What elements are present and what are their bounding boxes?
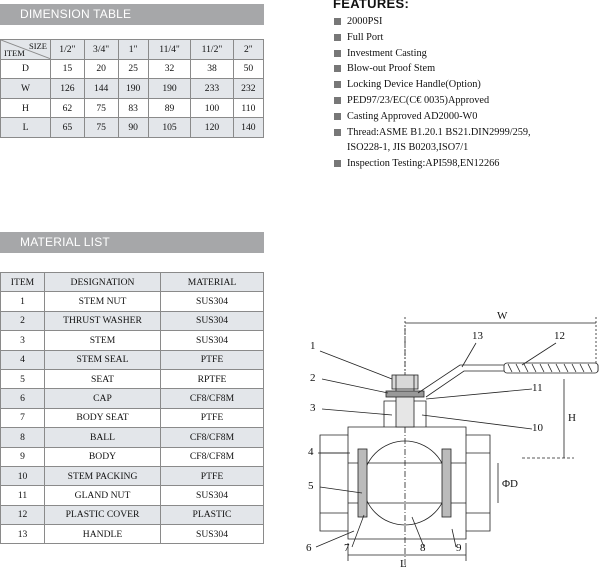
feature-text: Inspection Testing:API598,EN12266: [347, 158, 500, 170]
dim-h-label: H: [568, 412, 576, 424]
callout-4: 4: [308, 446, 314, 458]
dimension-value: 62: [51, 98, 85, 118]
dimension-item: D: [1, 59, 51, 79]
dimension-value: 65: [51, 118, 85, 138]
corner-size-label: SIZE: [29, 41, 47, 51]
material-designation: GLAND NUT: [45, 486, 161, 505]
callout-13: 13: [472, 330, 483, 342]
item-header: ITEM: [1, 273, 45, 292]
feature-text: Blow-out Proof Stem: [347, 63, 436, 75]
material-designation: STEM SEAL: [45, 350, 161, 369]
dimension-value: 89: [148, 98, 190, 118]
dimension-value: 50: [233, 59, 263, 79]
material-row: [1, 447, 264, 466]
dimension-value: 83: [118, 98, 148, 118]
dimension-value: 190: [118, 79, 148, 99]
material-value: RPTFE: [161, 369, 264, 388]
dimension-corner-cell: [1, 40, 51, 60]
material-value: PLASTIC: [161, 505, 264, 524]
feature-item: [334, 109, 600, 125]
material-value: CF8/CF8M: [161, 389, 264, 408]
square-bullet-icon: [334, 34, 341, 41]
square-bullet-icon: [334, 129, 341, 136]
material-designation: SEAT: [45, 369, 161, 388]
features-title: FEATURES:: [333, 0, 410, 11]
callout-10: 10: [532, 422, 543, 434]
material-row: [1, 389, 264, 408]
material-designation: BODY: [45, 447, 161, 466]
material-item: 8: [1, 428, 45, 447]
callout-11: 11: [532, 382, 543, 394]
material-row: [1, 525, 264, 544]
dimension-value: 32: [148, 59, 190, 79]
feature-text: Investment Casting: [347, 47, 427, 59]
material-item: 6: [1, 389, 45, 408]
feature-item: [334, 46, 600, 62]
feature-item: [334, 61, 600, 77]
dimension-value: 20: [84, 59, 118, 79]
seat-right: [442, 449, 451, 517]
material-header: MATERIAL: [161, 273, 264, 292]
material-table: [0, 272, 264, 544]
material-value: CF8/CF8M: [161, 447, 264, 466]
dimension-row: [1, 98, 264, 118]
dimension-value: 126: [51, 79, 85, 99]
material-list-title: MATERIAL LIST: [0, 232, 264, 253]
material-row: [1, 505, 264, 524]
square-bullet-icon: [334, 160, 341, 167]
dimension-item: H: [1, 98, 51, 118]
material-row: [1, 486, 264, 505]
material-row: [1, 331, 264, 350]
dimension-value: 110: [233, 98, 263, 118]
features-list: [334, 14, 600, 172]
feature-item: [334, 125, 600, 157]
material-item: 5: [1, 369, 45, 388]
material-value: CF8/CF8M: [161, 428, 264, 447]
square-bullet-icon: [334, 113, 341, 120]
material-row: [1, 428, 264, 447]
dimension-value: 90: [118, 118, 148, 138]
feature-item: [334, 30, 600, 46]
dimension-value: 25: [118, 59, 148, 79]
material-designation: BALL: [45, 428, 161, 447]
material-row: [1, 311, 264, 330]
material-value: SUS304: [161, 525, 264, 544]
material-designation: THRUST WASHER: [45, 311, 161, 330]
material-item: 1: [1, 292, 45, 311]
feature-text: PED97/23/EC(C€ 0035)Approved: [347, 94, 490, 106]
material-designation: STEM NUT: [45, 292, 161, 311]
dimension-row: [1, 59, 264, 79]
feature-text: Casting Approved AD2000-W0: [347, 110, 478, 122]
size-header: 11/2": [191, 40, 233, 60]
material-row: [1, 466, 264, 485]
callout-6: 6: [306, 542, 312, 554]
callout-9: 9: [456, 542, 462, 554]
material-designation: HANDLE: [45, 525, 161, 544]
material-value: SUS304: [161, 311, 264, 330]
material-designation: STEM PACKING: [45, 466, 161, 485]
feature-text-continued: ISO228-1, JIS B0203,ISO7/1: [347, 142, 469, 154]
leader-12: [522, 343, 556, 365]
dimension-value: 190: [148, 79, 190, 99]
material-designation: STEM: [45, 331, 161, 350]
thrust-washer: [386, 391, 424, 397]
feature-text: Locking Device Handle(Option): [347, 79, 481, 91]
dimension-value: 100: [191, 98, 233, 118]
size-header: 3/4": [84, 40, 118, 60]
callout-2: 2: [310, 372, 316, 384]
material-item: 7: [1, 408, 45, 427]
feature-item: [334, 14, 600, 30]
material-item: 9: [1, 447, 45, 466]
feature-text: 2000PSI: [347, 16, 383, 27]
square-bullet-icon: [334, 81, 341, 88]
leader-3: [322, 409, 392, 415]
corner-item-label: ITEM: [4, 47, 25, 58]
material-designation: PLASTIC COVER: [45, 505, 161, 524]
material-value: PTFE: [161, 350, 264, 369]
dimension-value: 75: [84, 118, 118, 138]
callout-5: 5: [308, 480, 314, 492]
material-item: 10: [1, 466, 45, 485]
material-row: [1, 369, 264, 388]
material-row: [1, 292, 264, 311]
feature-item: [334, 77, 600, 93]
material-item: 2: [1, 311, 45, 330]
dim-w-label: W: [497, 310, 508, 322]
material-item: 3: [1, 331, 45, 350]
dimension-table-title: DIMENSION TABLE: [0, 4, 264, 25]
size-header: 11/4": [148, 40, 190, 60]
material-value: PTFE: [161, 408, 264, 427]
dimension-value: 15: [51, 59, 85, 79]
square-bullet-icon: [334, 18, 341, 25]
material-row: [1, 408, 264, 427]
leader-5: [320, 487, 362, 493]
dimension-value: 38: [191, 59, 233, 79]
material-value: SUS304: [161, 486, 264, 505]
material-value: PTFE: [161, 466, 264, 485]
dimension-item: L: [1, 118, 51, 138]
callout-7: 7: [344, 542, 350, 554]
material-row: [1, 350, 264, 369]
callout-3: 3: [310, 402, 316, 414]
dimension-value: 140: [233, 118, 263, 138]
material-item: 11: [1, 486, 45, 505]
size-header: 2": [233, 40, 263, 60]
dimension-row: [1, 79, 264, 99]
dimension-row: [1, 118, 264, 138]
leader-11: [426, 389, 532, 399]
size-header: 1": [118, 40, 148, 60]
size-header: 1/2": [51, 40, 85, 60]
dimension-value: 233: [191, 79, 233, 99]
square-bullet-icon: [334, 50, 341, 57]
callout-1: 1: [310, 340, 316, 352]
feature-text: Thread:ASME B1.20.1 BS21.DIN2999/259,: [347, 126, 531, 138]
dimension-table: [0, 39, 264, 138]
square-bullet-icon: [334, 97, 341, 104]
dimension-value: 75: [84, 98, 118, 118]
dimension-header-row: [1, 40, 264, 60]
material-item: 13: [1, 525, 45, 544]
square-bullet-icon: [334, 65, 341, 72]
dim-l-label: L: [400, 558, 407, 569]
callout-12: 12: [554, 330, 565, 342]
callout-8: 8: [420, 542, 426, 554]
material-header-row: [1, 273, 264, 292]
dimension-value: 120: [191, 118, 233, 138]
leader-1: [320, 351, 392, 379]
material-value: SUS304: [161, 292, 264, 311]
dimension-value: 105: [148, 118, 190, 138]
material-item: 12: [1, 505, 45, 524]
seat-left: [358, 449, 367, 517]
dimension-item: W: [1, 79, 51, 99]
material-designation: CAP: [45, 389, 161, 408]
leader-2: [322, 379, 388, 393]
designation-header: DESIGNATION: [45, 273, 161, 292]
material-designation: BODY SEAT: [45, 408, 161, 427]
feature-item: [334, 156, 600, 172]
dim-d-label: ΦD: [502, 478, 518, 490]
material-value: SUS304: [161, 331, 264, 350]
dimension-value: 144: [84, 79, 118, 99]
dimension-value: 232: [233, 79, 263, 99]
ball-valve-section-drawing: [292, 303, 600, 569]
material-item: 4: [1, 350, 45, 369]
leader-13: [462, 343, 476, 367]
feature-item: [334, 93, 600, 109]
feature-text: Full Port: [347, 31, 384, 43]
